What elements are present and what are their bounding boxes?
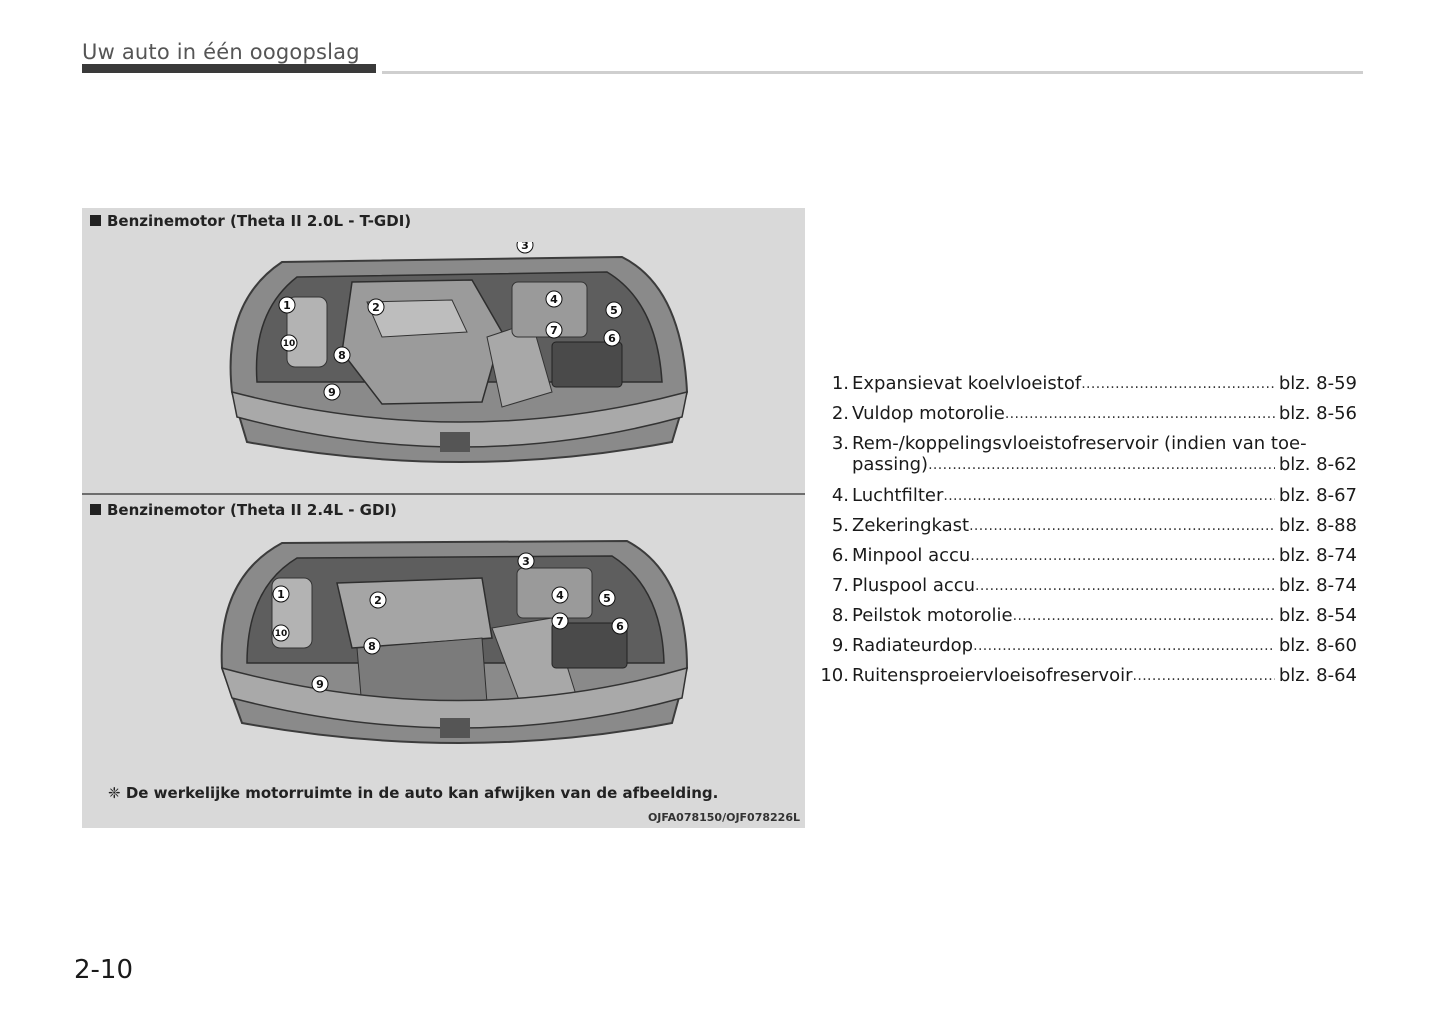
parts-list <box>815 369 1357 691</box>
list-item: 4. Luchtfilter ..... blz. 8-67 <box>815 481 1357 511</box>
list-item: 9. Radiateurdop ..... blz. 8-60 <box>815 631 1357 661</box>
callout-9: 9 <box>328 386 336 399</box>
callout-4: 4 <box>556 589 564 602</box>
callout-7: 7 <box>550 324 558 337</box>
callout-10: 10 <box>282 339 296 349</box>
list-item: 8. Peilstok motorolie ..... blz. 8-54 <box>815 601 1357 631</box>
engine-bay-illustration-top <box>82 242 805 472</box>
note-symbol-icon: ❈ <box>108 784 121 802</box>
callout-8: 8 <box>338 349 346 362</box>
list-item: 10. Ruitensproeiervloeisofreservoir ..... blz. 8-64 <box>815 661 1357 691</box>
header-rule <box>382 71 1363 74</box>
callout-6: 6 <box>616 620 624 633</box>
header-bar <box>82 64 376 73</box>
list-item: 2. Vuldop motorolie ..... blz. 8-56 <box>815 399 1357 429</box>
figure-note: ❈ De werkelijke motorruimte in de auto kan afwijken van de afbeelding. <box>108 784 719 802</box>
figure-label-bottom: Benzinemotor (Theta II 2.4L - GDI) <box>90 501 397 519</box>
callout-7: 7 <box>556 615 564 628</box>
engine-figure <box>82 208 805 828</box>
callout-5: 5 <box>610 304 618 317</box>
callout-2: 2 <box>374 594 382 607</box>
engine-bay-illustration-bottom <box>82 538 805 758</box>
list-item: 1. Expansievat koelvloeistof ..... blz. 8-59 <box>815 369 1357 399</box>
callout-4: 4 <box>550 293 558 306</box>
list-item: 3. Rem-/koppelingsvloeistofreservoir (indien van toe- passing) ..... blz. 8-62 <box>815 429 1357 481</box>
square-bullet-icon <box>90 215 101 226</box>
callout-3: 3 <box>521 242 529 252</box>
list-item: 5. Zekeringkast ..... blz. 8-88 <box>815 511 1357 541</box>
callout-9: 9 <box>316 678 324 691</box>
callout-10: 10 <box>274 629 288 639</box>
figure-label-top: Benzinemotor (Theta II 2.0L - T-GDI) <box>90 212 411 230</box>
callout-6: 6 <box>608 332 616 345</box>
callout-2: 2 <box>372 301 380 314</box>
list-item: 7. Pluspool accu ..... blz. 8-74 <box>815 571 1357 601</box>
image-code: OJFA078150/OJF078226L <box>647 811 800 824</box>
square-bullet-icon <box>90 504 101 515</box>
callout-3: 3 <box>522 555 530 568</box>
callout-5: 5 <box>603 592 611 605</box>
page-number: 2-10 <box>74 955 134 985</box>
callout-1: 1 <box>283 299 291 312</box>
section-title: Uw auto in één oogopslag <box>82 40 360 64</box>
figure-divider <box>82 493 805 495</box>
callout-1: 1 <box>277 588 285 601</box>
list-item: 6. Minpool accu ..... blz. 8-74 <box>815 541 1357 571</box>
callout-8: 8 <box>368 640 376 653</box>
